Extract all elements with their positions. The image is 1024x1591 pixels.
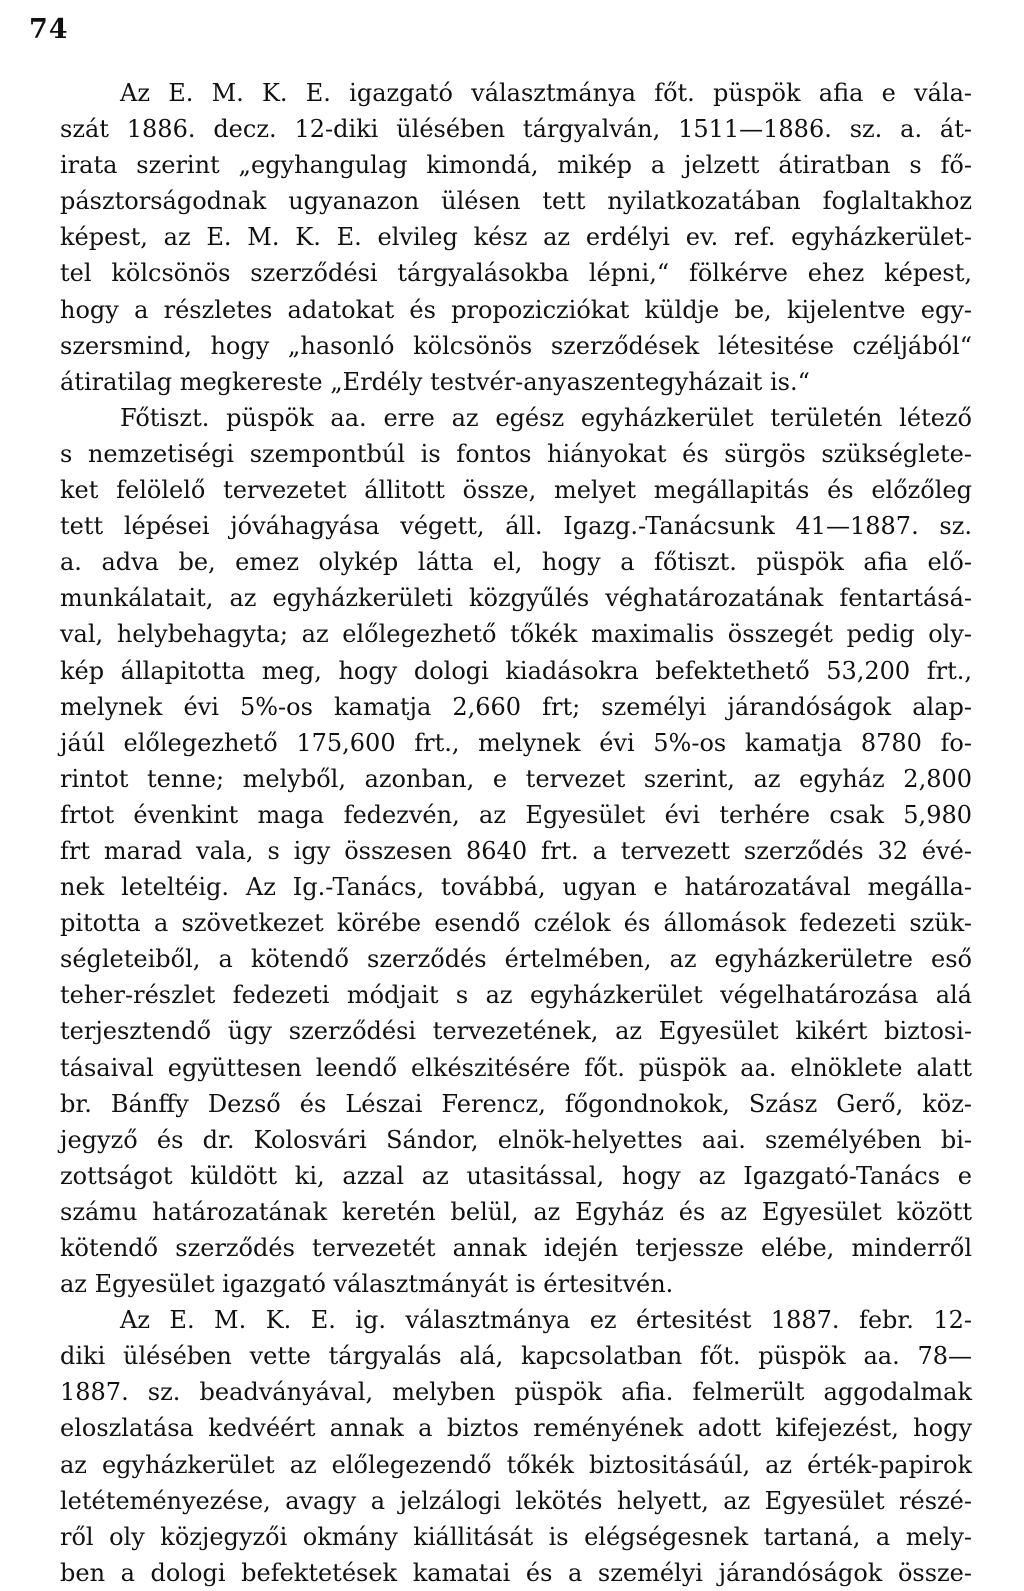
text-line: a. adva be, emez olykép látta el, hogy a főtiszt. püspök afia elő- xyxy=(60,548,972,577)
text-line: Főtiszt. püspök aa. erre az egész egyházkerület területén létező xyxy=(120,403,972,432)
text-line: val, helybehagyta; az előlegezhető tőkék maximalis összegét pedig oly- xyxy=(60,620,972,649)
text-line: számu határozatának keretén belül, az Egyház és az Egyesület között xyxy=(60,1197,972,1226)
text-line: s nemzetiségi szempontbúl is fontos hiányokat és sürgös szükséglete- xyxy=(60,439,972,468)
text-line: frt marad vala, s igy összesen 8640 frt. a tervezett szerződés 32 évé- xyxy=(60,836,972,865)
text-line: eloszlatása kedvéért annak a biztos reményének adott kifejezést, hogy xyxy=(60,1414,972,1443)
text-line: zottságot küldött ki, azzal az utasitással, hogy az Igazgató-Tanács e xyxy=(60,1161,972,1190)
text-line: letéteményezése, avagy a jelzálogi lekötés helyett, az Egyesület részé- xyxy=(60,1486,972,1515)
text-line: 1887. sz. beadványával, melyben püspök afia. felmerült aggodalmak xyxy=(60,1378,972,1407)
text-line: az Egyesület igazgató választmányát is értesitvén. xyxy=(60,1270,674,1299)
text-line: terjesztendő ügy szerződési tervezetének, az Egyesület kikért biztosi- xyxy=(60,1017,972,1046)
text-line: nek leteltéig. Az Ig.-Tanács, továbbá, ugyan e határozatával megálla- xyxy=(60,873,972,902)
text-line: diki ülésében vette tárgyalás alá, kapcsolatban főt. püspök aa. 78— xyxy=(60,1342,972,1371)
text-line: szát 1886. decz. 12-diki ülésében tárgyalván, 1511—1886. sz. a. át- xyxy=(60,115,972,144)
paragraph-emke-february xyxy=(60,1302,972,1591)
text-line: ségleteiből, a kötendő szerződés értelmében, az egyházkerületre eső xyxy=(60,945,972,974)
paragraph-emke-response xyxy=(60,75,972,400)
text-line: hogy a részletes adatokat és propozicziókat küldje be, kijelentve egy- xyxy=(60,295,972,324)
text-line: munkálatait, az egyházkerületi közgyűlés véghatározatának fentartásá- xyxy=(60,584,972,613)
text-line: kép állapitotta meg, hogy dologi kiadásokra befektethető 53,200 frt., xyxy=(60,656,972,685)
paragraph-bishop-plan xyxy=(60,400,972,1302)
page-number: 74 xyxy=(29,14,69,45)
page-body xyxy=(60,75,972,1591)
text-line: irata szerint „egyhangulag kimondá, mikép a jelzett átiratban s fő- xyxy=(60,151,972,180)
text-line: teher-részlet fedezeti módjait s az egyházkerület végelhatározása alá xyxy=(60,981,972,1010)
text-line: jegyző és dr. Kolosvári Sándor, elnök-helyettes aai. személyében bi- xyxy=(60,1125,972,1154)
text-line: tel kölcsönös szerződési tárgyalásokba lépni,“ fölkérve ehez képest, xyxy=(60,259,972,288)
text-line: melynek évi 5%-os kamatja 2,660 frt; személyi járandóságok alap- xyxy=(60,692,972,721)
text-line: tásaival együttesen leendő elkészitésére főt. püspök aa. elnöklete alatt xyxy=(60,1053,972,1082)
text-line: képest, az E. M. K. E. elvileg kész az erdélyi ev. ref. egyházkerület- xyxy=(60,223,972,252)
text-line: Az E. M. K. E. ig. választmánya ez értesitést 1887. febr. 12- xyxy=(120,1306,972,1335)
text-line: jáúl előlegezhető 175,600 frt., melynek évi 5%-os kamatja 8780 fo- xyxy=(60,728,972,757)
text-line: szersmind, hogy „hasonló kölcsönös szerződések létesitése czéljából“ xyxy=(60,331,972,360)
text-line: pitotta a szövetkezet körébe esendő czélok és állomások fedezeti szük- xyxy=(60,909,972,938)
text-line: frtot évenkint maga fedezvén, az Egyesület évi terhére csak 5,980 xyxy=(60,800,972,829)
text-line: tett lépései jóváhagyása végett, áll. Igazg.-Tanácsunk 41—1887. sz. xyxy=(60,512,972,541)
text-line: ben a dologi befektetések kamatai és a személyi járandóságok össze- xyxy=(60,1558,972,1587)
text-line: ket felölelő tervezetet állitott össze, melyet megállapitás és előzőleg xyxy=(60,476,972,505)
text-line: az egyházkerület az előlegezendő tőkék biztositásáúl, az érték-papirok xyxy=(60,1450,972,1479)
text-line: kötendő szerződés tervezetét annak idején terjessze elébe, minderről xyxy=(60,1234,972,1262)
text-line: rintot tenne; melyből, azonban, e tervezet szerint, az egyház 2,800 xyxy=(60,764,972,793)
text-line: pásztorságodnak ugyanazon ülésen tett nyilatkozatában foglaltakhoz xyxy=(60,187,972,216)
text-line: átiratilag megkereste „Erdély testvér-anyaszentegyházait is.“ xyxy=(60,367,810,396)
text-line: Az E. M. K. E. igazgató választmánya főt. püspök afia e vála- xyxy=(120,79,972,107)
text-line: br. Bánffy Dezső és Lészai Ferencz, főgondnokok, Szász Gerő, köz- xyxy=(60,1089,972,1118)
text-line: ről oly közjegyzői okmány kiállitását is elégségesnek tartaná, a mely- xyxy=(60,1522,972,1551)
